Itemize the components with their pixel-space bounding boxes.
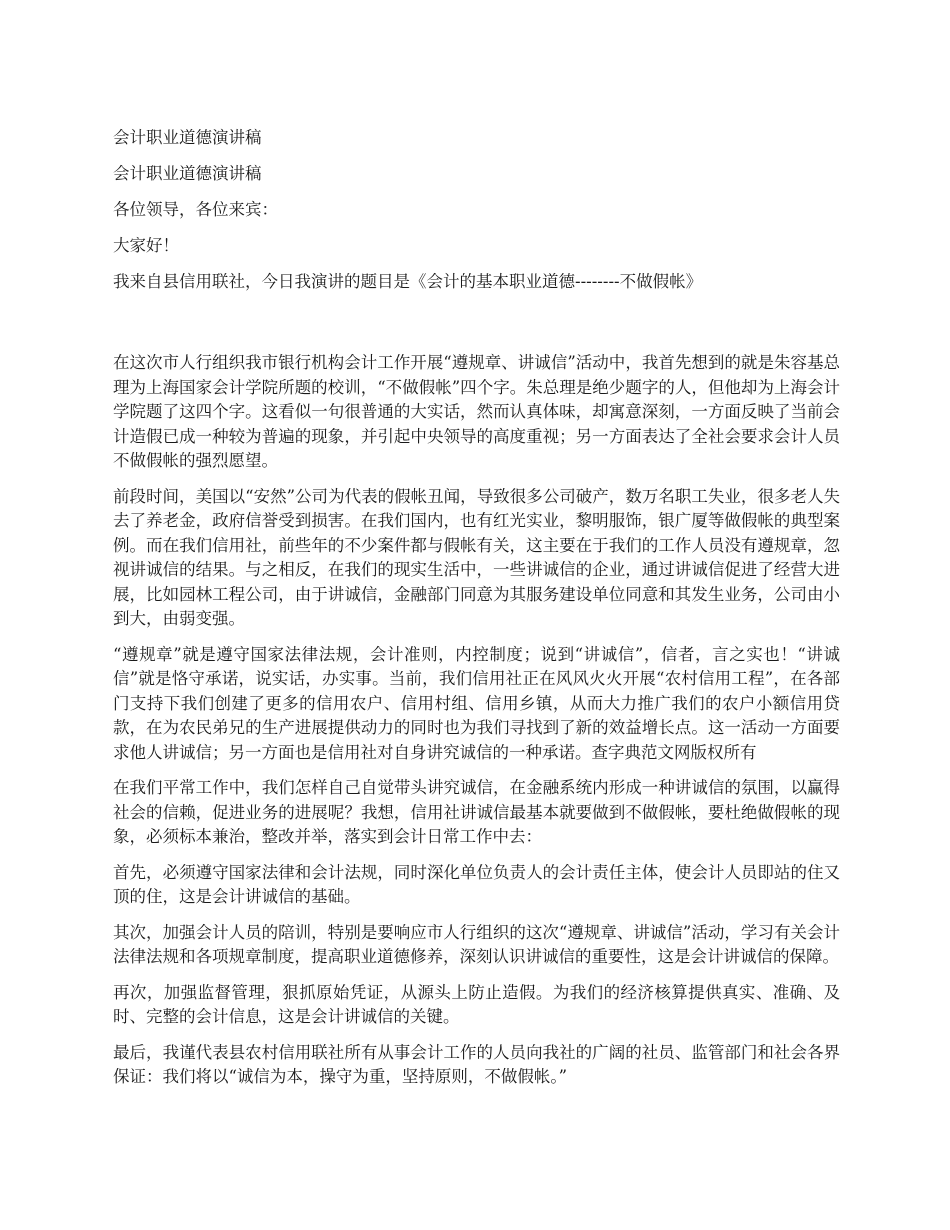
paragraph: 最后，我谨代表县农村信用联社所有从事会计工作的人员向我社的广阔的社员、监管部门和社会各界保证：我们将以“诚信为本，操守为重，坚持原则，不做假帐。” [113, 1042, 840, 1086]
salutation: 各位领导，各位来宾： [113, 200, 278, 219]
paragraph: 在我们平常工作中，我们怎样自己自觉带头讲究诚信，在金融系统内形成一种讲诚信的氛围，以赢得社会的信赖，促进业务的进展呢？我想，信用社讲诚信最基本就要做到不做假帐，要杜绝做假帐的现象，必须标本兼治，整改并举，落实到会计日常工作中去： [113, 778, 840, 846]
section-gap [113, 306, 840, 351]
paragraph: 其次，加强会计人员的陪训，特别是要响应市人行组织的这次“遵规章、讲诚信”活动，学习有关会计法律法规和各项规章制度，提高职业道德修养，深刻认识讲诚信的重要性，这是会计讲诚信的保障。 [113, 922, 840, 966]
document-subtitle: 会计职业道德演讲稿 [113, 164, 262, 183]
paragraph: “遵规章”就是遵守国家法律法规，会计准则，内控制度；说到“讲诚信”，信者，言之实也！“讲诚信”就是恪守承诺，说实话，办实事。当前，我们信用社正在风风火火开展“农村信用工程”，在各部门支持下我们创建了更多的信用农户、信用村组、信用乡镇，从而大力推广我们的农户小额信用贷款，在为农民弟兄的生产进展提供动力的同时也为我们寻找到了新的效益增长点。这一活动一方面要求他人讲诚信；另一方面也是信用社对自身讲究诚信的一种承诺。查字典范文网版权所有 [113, 644, 840, 762]
paragraph: 再次，加强监督管理，狠抓原始凭证，从源头上防止造假。为我们的经济核算提供真实、准确、及时、完整的会计信息，这是会计讲诚信的关键。 [113, 982, 840, 1026]
document-title: 会计职业道德演讲稿 [113, 128, 262, 147]
paragraph: 前段时间，美国以“安然”公司为代表的假帐丑闻，导致很多公司破产，数万名职工失业，很多老人失去了养老金，政府信誉受到损害。在我们国内，也有红光实业，黎明服饰，银广厦等做假帐的典型案例。而在我们信用社，前些年的不少案件都与假帐有关，这主要在于我们的工作人员没有遵规章，忽视讲诚信的结果。与之相反，在我们的现实生活中，一些讲诚信的企业，通过讲诚信促进了经营大进展，比如园林工程公司，由于讲诚信，金融部门同意为其服务建设单位同意和其发生业务，公司由小到大，由弱变强。 [113, 486, 840, 628]
paragraph: 首先，必须遵守国家法律和会计法规，同时深化单位负责人的会计责任主体，使会计人员即站的住又顶的住，这是会计讲诚信的基础。 [113, 862, 840, 906]
greeting: 大家好！ [113, 236, 179, 255]
document-page [113, 126, 840, 1101]
paragraph: 在这次市人行组织我市银行机构会计工作开展“遵规章、讲诚信”活动中，我首先想到的就是朱容基总理为上海国家会计学院所题的校训，“不做假帐”四个字。朱总理是绝少题字的人，但他却为上海会计学院题了这四个字。这看似一句很普通的大实话，然而认真体味，却寓意深刻，一方面反映了当前会计造假已成一种较为普遍的现象，并引起中央领导的高度重视；另一方面表达了全社会要求会计人员不做假帐的强烈愿望。 [113, 353, 840, 470]
intro-line: 我来自县信用联社，今日我演讲的题目是《会计的基本职业道德--------不做假帐》 [113, 272, 703, 291]
